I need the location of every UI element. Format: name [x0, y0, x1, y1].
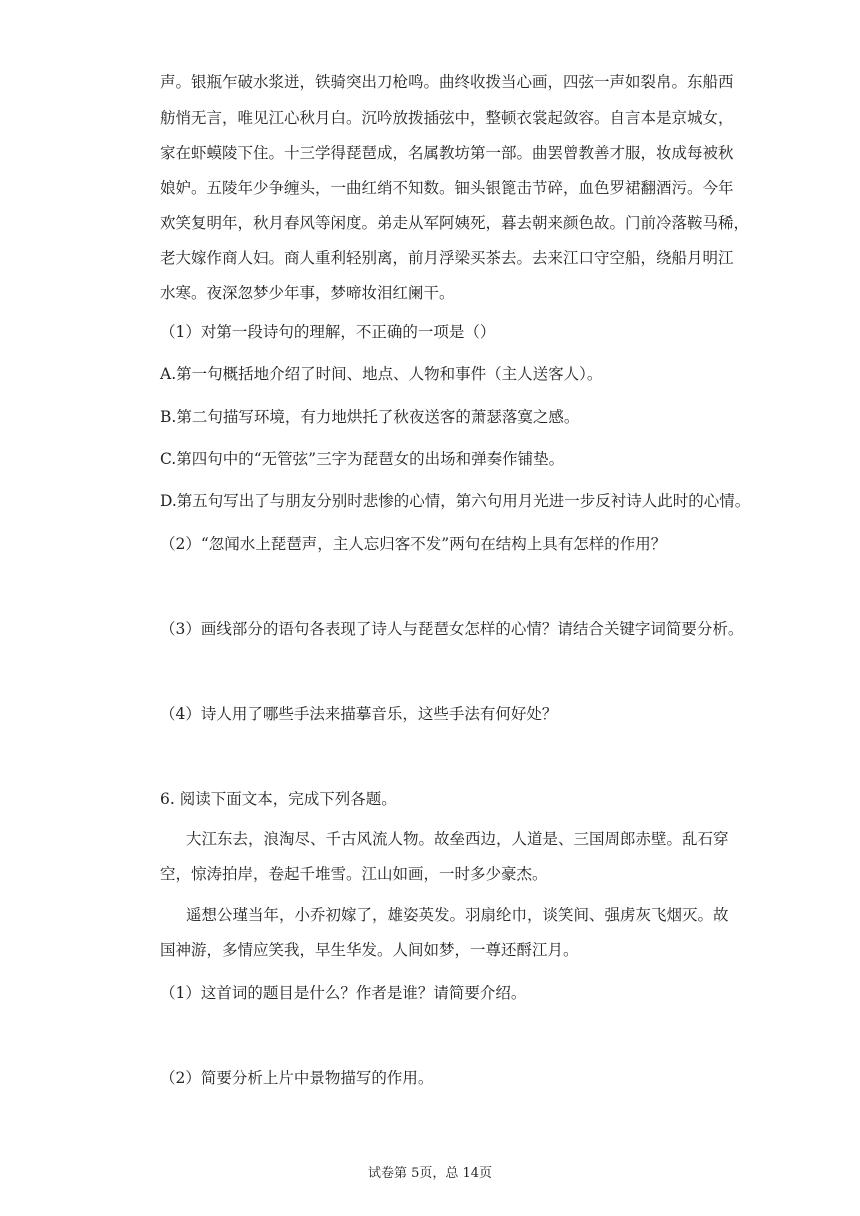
poem-line-7: 水寒。夜深忽梦少年事，梦啼妆泪红阑干。 [160, 284, 455, 302]
q6-subquestion-1: （1）这首词的题目是什么？作者是谁？请简要介绍。 [160, 984, 527, 1002]
q5-option-c: C.第四句中的“无管弦”三字为琵琶女的出场和弹奏作铺垫。 [160, 450, 565, 468]
poem-line-6: 老大嫁作商人妇。商人重利轻别离，前月浮梁买茶去。去来江口守空船，绕船月明江 [160, 249, 734, 267]
poem-line-1: 声。银瓶乍破水浆迸，铁骑突出刀枪鸣。曲终收拨当心画，四弦一声如裂帛。东船西 [160, 73, 734, 91]
poem-line-5: 欢笑复明年，秋月春风等闲度。弟走从军阿姨死，暮去朝来颜色故。门前冷落鞍马稀， [160, 214, 750, 232]
q5-option-d: D.第五句写出了与朋友分别时悲惨的心情，第六句用月光进一步反衬诗人此时的心情。 [160, 492, 751, 510]
ci-para2-line2: 国神游，多情应笑我，早生华发。人间如梦，一尊还酹江月。 [160, 941, 579, 959]
q5-option-b: B.第二句描写环境，有力地烘托了秋夜送客的萧瑟落寞之感。 [160, 408, 580, 426]
q5-option-a: A.第一句概括地介绍了时间、地点、人物和事件（主人送客人）。 [160, 365, 603, 383]
poem-line-3: 家在虾蟆陵下住。十三学得琵琶成，名属教坊第一部。曲罢曾教善才服，妆成每被秋 [160, 144, 734, 162]
q5-subquestion-3: （3）画线部分的语句各表现了诗人与琵琶女怎样的心情？请结合关键字词简要分析。 [160, 620, 744, 638]
page-footer: 试卷第 5页，总 14页 [367, 1166, 493, 1181]
poem-line-2: 舫悄无言，唯见江心秋月白。沉吟放拨插弦中，整顿衣裳起敛容。自言本是京城女， [160, 109, 734, 127]
q5-subquestion-1: （1）对第一段诗句的理解，不正确的一项是（） [160, 323, 496, 341]
ci-para1-line1: 大江东去，浪淘尽、千古风流人物。故垒西边，人道是、三国周郎赤壁。乱石穿 [186, 830, 729, 848]
q5-subquestion-2: （2）“忽闻水上琵琶声，主人忘归客不发”两句在结构上具有怎样的作用？ [160, 535, 667, 553]
q6-subquestion-2: （2）简要分析上片中景物描写的作用。 [160, 1069, 434, 1087]
q6-title: 6. 阅读下面文本，完成下列各题。 [160, 790, 397, 808]
ci-para2-line1: 遥想公瑾当年，小乔初嫁了，雄姿英发。羽扇纶巾，谈笑间、强虏灰飞烟灭。故 [186, 906, 729, 924]
poem-line-4: 娘妒。五陵年少争缠头，一曲红绡不知数。钿头银篦击节碎，血色罗裙翻酒污。今年 [160, 179, 734, 197]
q5-subquestion-4: （4）诗人用了哪些手法来描摹音乐，这些手法有何好处？ [160, 705, 558, 723]
ci-para1-line2: 空，惊涛拍岸，卷起千堆雪。江山如画，一时多少豪杰。 [160, 865, 548, 883]
